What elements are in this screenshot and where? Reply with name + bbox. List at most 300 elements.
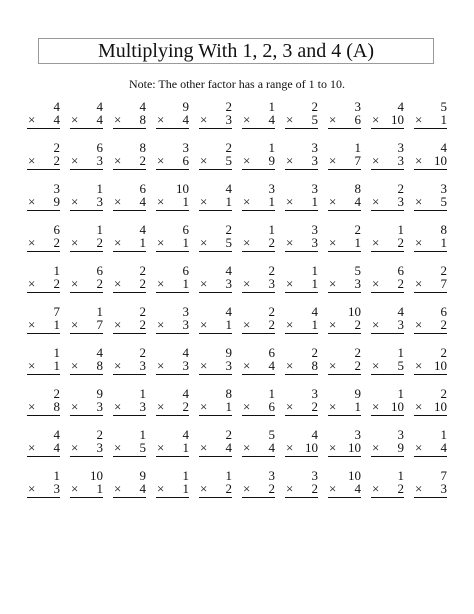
problem [151, 343, 194, 384]
problem [151, 138, 194, 179]
problem [22, 97, 65, 138]
problem-bottom-factor: 5 [397, 358, 404, 373]
multiply-sign: × [157, 153, 165, 168]
problem-bottom-factor: 1 [225, 399, 232, 414]
problem-top-factor: 6 [182, 222, 189, 237]
problem-bottom-factor: 1 [182, 194, 189, 209]
multiply-sign: × [71, 440, 79, 455]
multiply-sign: × [415, 235, 423, 250]
problem-bottom-row [156, 482, 189, 498]
problem-bottom-factor: 2 [53, 153, 60, 168]
multiply-sign: × [415, 194, 423, 209]
problem-bottom-factor: 10 [348, 440, 361, 455]
multiply-sign: × [28, 153, 36, 168]
multiply-sign: × [200, 358, 208, 373]
problem-top-factor: 1 [225, 468, 232, 483]
problem-bottom-row [27, 236, 60, 252]
problem-top-factor: 8 [354, 181, 361, 196]
multiply-sign: × [286, 276, 294, 291]
problem [22, 425, 65, 466]
problem-top-factor: 2 [440, 345, 447, 360]
problem-bottom-factor: 3 [53, 481, 60, 496]
multiply-sign: × [200, 235, 208, 250]
multiply-sign: × [71, 194, 79, 209]
multiply-sign: × [243, 112, 251, 127]
problem-bottom-row [27, 113, 60, 129]
problem-top-factor: 3 [354, 427, 361, 442]
problem-bottom-row [414, 400, 447, 416]
multiply-sign: × [114, 235, 122, 250]
multiply-sign: × [71, 235, 79, 250]
problem-bottom-factor: 1 [96, 481, 103, 496]
problem-top-factor: 9 [182, 99, 189, 114]
problem-bottom-row [113, 154, 146, 170]
problem-bottom-factor: 1 [268, 194, 275, 209]
problem-top-factor: 3 [311, 140, 318, 155]
problem [409, 220, 452, 261]
problem-top-factor: 1 [397, 345, 404, 360]
multiply-sign: × [114, 153, 122, 168]
problem-bottom-factor: 10 [434, 153, 447, 168]
multiply-sign: × [329, 399, 337, 414]
problem-top-factor: 1 [397, 468, 404, 483]
multiply-sign: × [200, 194, 208, 209]
problem-top-factor: 2 [440, 263, 447, 278]
problem-bottom-factor: 3 [96, 194, 103, 209]
problem-bottom-row [285, 441, 318, 457]
problem-bottom-factor: 2 [182, 399, 189, 414]
problem-bottom-row [328, 441, 361, 457]
problem-top-factor: 2 [53, 140, 60, 155]
problem-bottom-row [242, 400, 275, 416]
problem-bottom-factor: 4 [354, 481, 361, 496]
problem-bottom-row [371, 236, 404, 252]
problem-top-factor: 10 [348, 304, 361, 319]
multiply-sign: × [243, 399, 251, 414]
problem-bottom-row [199, 318, 232, 334]
problem-top-factor: 4 [182, 427, 189, 442]
problem-bottom-row [328, 318, 361, 334]
problem-bottom-row [414, 318, 447, 334]
multiply-sign: × [28, 358, 36, 373]
multiply-sign: × [286, 235, 294, 250]
problem-top-factor: 4 [225, 263, 232, 278]
page-title: Multiplying With 1, 2, 3 and 4 (A) [97, 40, 375, 62]
problem-bottom-row [285, 400, 318, 416]
problem-bottom-row [242, 441, 275, 457]
problem-top-factor: 2 [225, 99, 232, 114]
problem [151, 220, 194, 261]
problem-bottom-row [414, 359, 447, 375]
problem-bottom-row [156, 113, 189, 129]
problem [366, 261, 409, 302]
problem [366, 97, 409, 138]
problem-bottom-factor: 2 [96, 276, 103, 291]
problem-top-factor: 4 [53, 427, 60, 442]
problem [280, 466, 323, 507]
multiply-sign: × [200, 481, 208, 496]
problem-top-factor: 7 [53, 304, 60, 319]
problem-bottom-row [27, 195, 60, 211]
problem-bottom-row [242, 113, 275, 129]
problem-top-factor: 2 [96, 427, 103, 442]
problem-bottom-factor: 4 [268, 112, 275, 127]
problem-bottom-row [199, 154, 232, 170]
problem-bottom-row [371, 482, 404, 498]
multiply-sign: × [329, 153, 337, 168]
problem [280, 138, 323, 179]
problem-bottom-row [285, 277, 318, 293]
multiply-sign: × [157, 112, 165, 127]
multiply-sign: × [243, 235, 251, 250]
multiply-sign: × [28, 235, 36, 250]
problem-top-factor: 9 [96, 386, 103, 401]
multiply-sign: × [372, 358, 380, 373]
problem-top-factor: 3 [311, 222, 318, 237]
problem-bottom-row [414, 195, 447, 211]
problem-bottom-factor: 9 [53, 194, 60, 209]
problem-bottom-row [371, 359, 404, 375]
problem-bottom-factor: 8 [96, 358, 103, 373]
problem-bottom-row [414, 441, 447, 457]
multiply-sign: × [286, 399, 294, 414]
problem-top-factor: 2 [225, 222, 232, 237]
multiply-sign: × [243, 481, 251, 496]
problem-top-factor: 4 [225, 181, 232, 196]
problem [22, 138, 65, 179]
problem-top-factor: 1 [96, 222, 103, 237]
multiply-sign: × [200, 317, 208, 332]
problem-top-factor: 2 [225, 427, 232, 442]
problem [108, 97, 151, 138]
problem-bottom-factor: 2 [311, 399, 318, 414]
problem-bottom-row [70, 318, 103, 334]
problem [108, 220, 151, 261]
multiply-sign: × [372, 235, 380, 250]
problem-bottom-row [27, 318, 60, 334]
problem [323, 466, 366, 507]
multiply-sign: × [372, 481, 380, 496]
problem-top-factor: 6 [182, 263, 189, 278]
problem-top-factor: 6 [139, 181, 146, 196]
problem [65, 425, 108, 466]
problem [151, 466, 194, 507]
multiply-sign: × [415, 481, 423, 496]
problem-bottom-factor: 2 [397, 276, 404, 291]
problem [366, 220, 409, 261]
problem-bottom-row [113, 359, 146, 375]
problem-top-factor: 3 [53, 181, 60, 196]
problem-top-factor: 6 [53, 222, 60, 237]
problem-top-factor: 8 [139, 140, 146, 155]
problem-bottom-factor: 2 [139, 276, 146, 291]
problem-bottom-row [27, 359, 60, 375]
problem-bottom-factor: 4 [53, 440, 60, 455]
problem [409, 261, 452, 302]
problem [22, 302, 65, 343]
problem-bottom-factor: 4 [139, 194, 146, 209]
problem-bottom-row [414, 236, 447, 252]
problem-bottom-factor: 7 [96, 317, 103, 332]
problem-bottom-row [156, 195, 189, 211]
multiply-sign: × [286, 112, 294, 127]
problem-bottom-factor: 2 [225, 481, 232, 496]
problem-bottom-row [156, 154, 189, 170]
problem-bottom-row [70, 359, 103, 375]
problem [366, 302, 409, 343]
problem [194, 179, 237, 220]
problem-top-factor: 6 [96, 263, 103, 278]
problem-bottom-factor: 5 [311, 112, 318, 127]
problem-top-factor: 10 [90, 468, 103, 483]
problem-bottom-row [199, 236, 232, 252]
multiply-sign: × [114, 276, 122, 291]
problem [366, 138, 409, 179]
problem-top-factor: 5 [268, 427, 275, 442]
problem-bottom-row [414, 113, 447, 129]
multiply-sign: × [71, 358, 79, 373]
problem [22, 343, 65, 384]
problem [151, 425, 194, 466]
problem-top-factor: 3 [182, 304, 189, 319]
multiply-sign: × [200, 399, 208, 414]
problem-bottom-row [199, 195, 232, 211]
problem-bottom-factor: 8 [53, 399, 60, 414]
problem-bottom-factor: 10 [391, 399, 404, 414]
problem-bottom-factor: 1 [440, 235, 447, 250]
problem-bottom-row [371, 318, 404, 334]
multiply-sign: × [114, 112, 122, 127]
problem-top-factor: 3 [268, 181, 275, 196]
problem-bottom-factor: 3 [397, 317, 404, 332]
problem-top-factor: 10 [176, 181, 189, 196]
problem-bottom-factor: 1 [182, 440, 189, 455]
problem-top-factor: 1 [268, 99, 275, 114]
problem [409, 466, 452, 507]
problem-top-factor: 4 [53, 99, 60, 114]
problem-bottom-row [371, 195, 404, 211]
problem-bottom-row [156, 277, 189, 293]
problem-bottom-factor: 1 [182, 481, 189, 496]
problem-bottom-factor: 5 [139, 440, 146, 455]
problem-bottom-row [285, 154, 318, 170]
problem [366, 343, 409, 384]
problem-top-factor: 1 [440, 427, 447, 442]
multiply-sign: × [200, 440, 208, 455]
problem-bottom-factor: 4 [354, 194, 361, 209]
problem [151, 302, 194, 343]
problem [65, 97, 108, 138]
multiply-sign: × [329, 317, 337, 332]
problem-bottom-row [328, 113, 361, 129]
problem-bottom-row [27, 441, 60, 457]
problem [409, 97, 452, 138]
problem-bottom-row [199, 277, 232, 293]
problem [65, 261, 108, 302]
problem-bottom-row [414, 482, 447, 498]
multiply-sign: × [157, 399, 165, 414]
problem-bottom-factor: 1 [53, 358, 60, 373]
problem-bottom-factor: 9 [268, 153, 275, 168]
problem-top-factor: 1 [311, 263, 318, 278]
problem-bottom-factor: 6 [182, 153, 189, 168]
problem-bottom-factor: 8 [139, 112, 146, 127]
multiply-sign: × [415, 276, 423, 291]
problem-bottom-factor: 1 [440, 112, 447, 127]
problem-top-factor: 1 [53, 263, 60, 278]
problem [194, 302, 237, 343]
multiply-sign: × [28, 194, 36, 209]
problem-bottom-factor: 3 [139, 399, 146, 414]
problem-bottom-factor: 5 [225, 153, 232, 168]
problem-bottom-row [156, 236, 189, 252]
multiply-sign: × [243, 440, 251, 455]
problem-bottom-row [113, 236, 146, 252]
problem [108, 138, 151, 179]
problem-bottom-row [371, 154, 404, 170]
problem-top-factor: 5 [354, 263, 361, 278]
problem-bottom-factor: 3 [440, 481, 447, 496]
problem [280, 97, 323, 138]
problem [237, 97, 280, 138]
problem-top-factor: 1 [268, 140, 275, 155]
multiply-sign: × [243, 276, 251, 291]
problem-top-factor: 1 [139, 427, 146, 442]
problem-bottom-row [70, 195, 103, 211]
problem-bottom-factor: 3 [225, 358, 232, 373]
problem-bottom-factor: 4 [440, 440, 447, 455]
problem-bottom-factor: 4 [268, 358, 275, 373]
problem-top-factor: 1 [268, 386, 275, 401]
multiply-sign: × [329, 440, 337, 455]
problem-bottom-row [242, 482, 275, 498]
problem [237, 220, 280, 261]
problem-bottom-row [371, 400, 404, 416]
multiply-sign: × [114, 317, 122, 332]
multiply-sign: × [243, 317, 251, 332]
multiply-sign: × [329, 358, 337, 373]
problem [151, 179, 194, 220]
problem-bottom-factor: 8 [311, 358, 318, 373]
multiply-sign: × [114, 358, 122, 373]
problem-bottom-factor: 2 [440, 317, 447, 332]
problem [22, 220, 65, 261]
problem [22, 384, 65, 425]
multiply-sign: × [329, 112, 337, 127]
multiply-sign: × [114, 481, 122, 496]
problem-grid [22, 97, 452, 507]
problem-bottom-row [113, 113, 146, 129]
problem-bottom-row [70, 400, 103, 416]
problem [323, 97, 366, 138]
problem-bottom-factor: 10 [434, 399, 447, 414]
multiply-sign: × [415, 440, 423, 455]
multiply-sign: × [243, 358, 251, 373]
problem-bottom-factor: 2 [139, 317, 146, 332]
problem-bottom-factor: 1 [53, 317, 60, 332]
problem-bottom-factor: 2 [354, 317, 361, 332]
problem [280, 302, 323, 343]
problem-bottom-row [113, 482, 146, 498]
problem [194, 220, 237, 261]
problem-bottom-row [242, 359, 275, 375]
multiply-sign: × [286, 317, 294, 332]
problem-bottom-row [113, 400, 146, 416]
problem [323, 343, 366, 384]
problem-top-factor: 2 [139, 263, 146, 278]
problem-bottom-row [113, 318, 146, 334]
problem-bottom-factor: 1 [311, 194, 318, 209]
multiply-sign: × [329, 235, 337, 250]
problem-top-factor: 2 [268, 263, 275, 278]
multiply-sign: × [372, 194, 380, 209]
problem-bottom-factor: 2 [268, 235, 275, 250]
problem-bottom-factor: 1 [225, 194, 232, 209]
problem [65, 138, 108, 179]
multiply-sign: × [157, 235, 165, 250]
problem-bottom-factor: 3 [96, 399, 103, 414]
problem [194, 343, 237, 384]
problem [194, 425, 237, 466]
problem-bottom-row [70, 236, 103, 252]
problem-top-factor: 6 [397, 263, 404, 278]
problem-top-factor: 1 [96, 304, 103, 319]
problem-bottom-factor: 1 [139, 235, 146, 250]
problem [65, 384, 108, 425]
problem-bottom-row [328, 482, 361, 498]
problem-bottom-factor: 10 [434, 358, 447, 373]
problem-bottom-factor: 3 [311, 153, 318, 168]
problem-top-factor: 6 [96, 140, 103, 155]
problem-top-factor: 1 [96, 181, 103, 196]
problem [22, 466, 65, 507]
problem-bottom-factor: 4 [225, 440, 232, 455]
problem [194, 466, 237, 507]
problem-bottom-factor: 1 [225, 317, 232, 332]
problem-top-factor: 1 [53, 345, 60, 360]
problem-bottom-factor: 2 [268, 481, 275, 496]
problem [323, 384, 366, 425]
problem [65, 302, 108, 343]
problem [108, 466, 151, 507]
problem [108, 179, 151, 220]
problem-bottom-factor: 4 [139, 481, 146, 496]
problem-bottom-row [199, 400, 232, 416]
multiply-sign: × [71, 317, 79, 332]
problem-bottom-factor: 3 [311, 235, 318, 250]
problem-bottom-factor: 7 [354, 153, 361, 168]
problem-bottom-row [156, 318, 189, 334]
problem-top-factor: 2 [440, 386, 447, 401]
problem [194, 138, 237, 179]
problem-top-factor: 1 [354, 140, 361, 155]
multiply-sign: × [286, 481, 294, 496]
problem [237, 261, 280, 302]
problem-bottom-row [414, 277, 447, 293]
multiply-sign: × [157, 358, 165, 373]
problem-bottom-factor: 10 [305, 440, 318, 455]
problem-bottom-factor: 7 [440, 276, 447, 291]
multiply-sign: × [329, 194, 337, 209]
multiply-sign: × [28, 440, 36, 455]
problem [237, 466, 280, 507]
problem-bottom-row [27, 482, 60, 498]
multiply-sign: × [372, 317, 380, 332]
problem-bottom-row [113, 195, 146, 211]
problem-top-factor: 2 [139, 304, 146, 319]
multiply-sign: × [286, 440, 294, 455]
problem-top-factor: 3 [440, 181, 447, 196]
